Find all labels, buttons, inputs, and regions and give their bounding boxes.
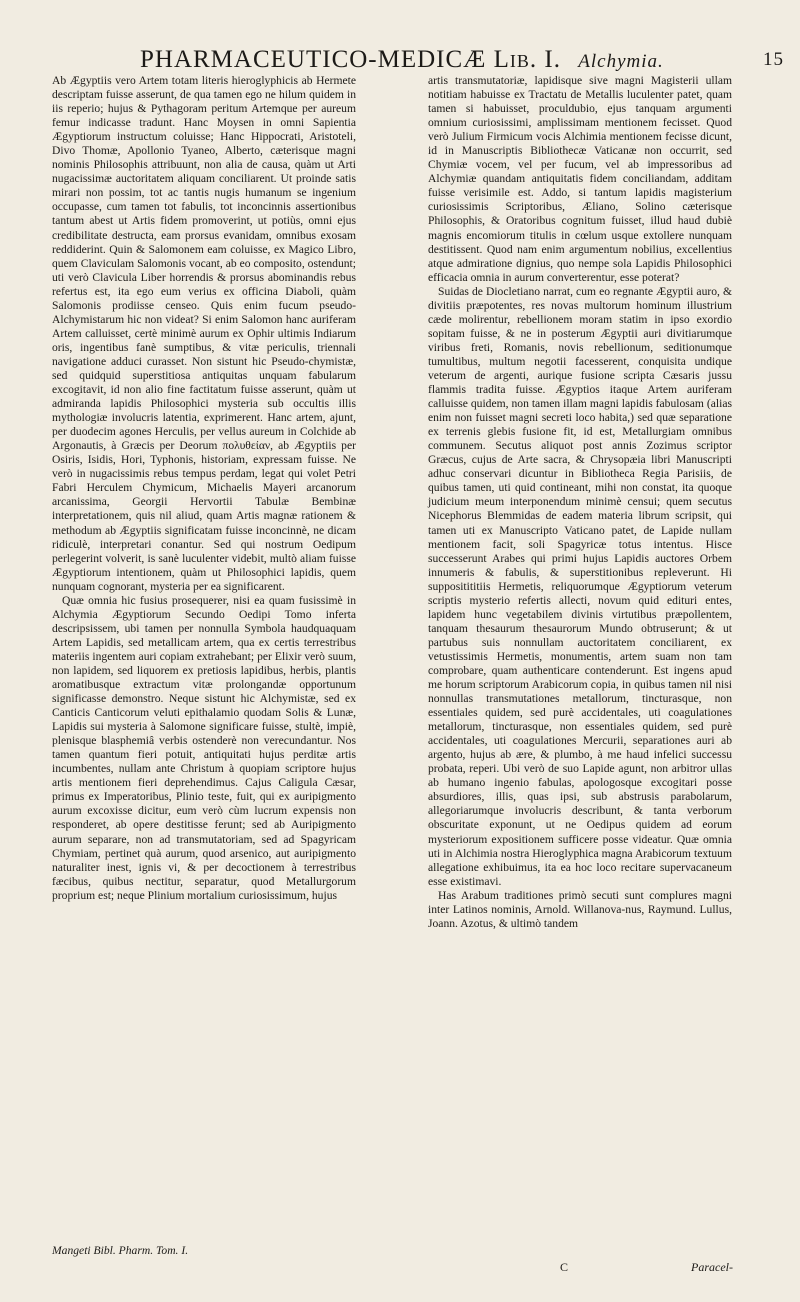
paragraph: Has Arabum traditiones primò secuti sunt complures magni inter Latinos nominis, Arnold. Willanova-nus, Raymund. Lullus, Joann. Azotus, & ultimò tandem	[428, 888, 732, 930]
page-number: 15	[763, 49, 784, 70]
paragraph: Suidas de Diocletiano narrat, cum eo regnante Ægyptii auro, & divitiis præpotentes, res novas multorum hominum illustrium cæde molirentur, rebellionem moram statim in ipso exordio sopitam fuisse, & ne in posterum Ægyptii auri divitiarumque viribus freti, Romanis, novis rebellionum, seditionumque tumultibus, multum negotii facesserent, conquisita undique veterum de argenti, aurique fusione scripta Cæsaris jussu flammis tradita fuisse. Ægyptios itaque Artem auriferam calluisse quidem, non tamen illam magni lapidis fabulosam (alias enim non fuisset magni secreti loco habita,) sed quæ separatione ex terrenis glebis fusione fit, id est, Metallurgiam omnibus communem. Secutus aliquot post annis Zozimus scriptor Græcus, cujus de Arte sacra, & Chrysopæia libri Manuscripti adhuc conservari dicuntur in Bibliotheca Regia Parisiis, de quibus tamen, uti quid contineant, mihi non constat, ita quoque judicium meum interponendum minimè censui; quem secutus Nicephorus Blemmidas de eadem materia librum scripsit, qui tamen uti ex Manuscripto Vaticano patet, de Lapide nullam mentionem facit, soli Spagyricæ totus intentus. Hisce successerunt Arabes qui primi hujus Lapidis auctores Orbem innumeris & fabulis, & superstitionibus repleverunt. Hi suppositititiis Hermetis, reliquorumque Ægyptiorum veterum scriptis mysterio refertis allecti, novum quid edituri entes, lapidem hunc vegetabilem divinis virtutibus præpollentem, tanquam thesaurum thesaurorum Mundo obtruserunt; & ut partubus suis nonnullam auctoritatem conciliarent, ex vetustissimis Hermetis, monumentis, artem suam non tam comprobare, quam authenticare contenderunt. Est ingens apud me horum scriptorum Arabicorum copia, in quibus tamen nil nisi nonnullas transmutationes metallorum, tincturasque, non essentiales quidem, sed purè accidentales, uti coagulationes metallorum, tincturasque, non essentiales quidem, sed purè accidentales, uti coagulationes Mercurii, separationes auri ab argento, hujus ab ære, & plumbo, à me haud infelici successu probata, reperi. Ubi verò de suo Lapide agunt, non arbitror ullas ab humano ingenio fabulas, apologosque excogitari posse absurdiores, illis, quas ipsi, sub abstrusis parabolarum, allegoriarumque involucris describunt, & tanta verborum obscuritate exponunt, ut ne Oedipus quidem ad eorum mysteriorum expositionem sufficere posse videatur. Quæ omnia uti in Alchimia nostra Hieroglyphica magna Arabicorum textuum allegatione exhibuimus, ita ea hoc loco recitare supervacaneum esse existimavi.	[428, 284, 732, 888]
signature-line	[52, 1244, 356, 1258]
running-header	[140, 46, 784, 76]
book-signature: Mangeti Bibl. Pharm. Tom. I.	[52, 1244, 189, 1257]
paragraph: Quæ omnia hic fusius prosequerer, nisi ea quam fusissimè in Alchymia Ægyptiorum Secundo Oedipi Tomo inferta descripsissem, ubi tamen per nonnulla Symbola haudquaquam Artem Lapidis, sed metallicam artem, qua ex certis terrestribus materiis ingentem auri copiam extrahebant; per Elixir verò suum, non lapidem, sed liquorem ex pretiosis lapidibus, herbis, plantis aromatibusque extractum vitæ prolongandæ opportunum significasse demonstro. Neque sistunt hic Alchymistæ, sed ex Canticis Canticorum veluti epithalamio quodam Solis & Lunæ, Lapidis sui mysteria à Salomone significare fuisse, stultè, impiè, plenisque blasphemiâ verbis ostenderè non verecundantur. Nos tamen quantum fieri potuit, antiquitati hujus perditæ artis incumbentes, nullam ante Christum à quopiam scriptore hujus artis mentionem fieri deprehendimus. Cajus Caligula Cæsar, primus ex Imperatoribus, Plinio teste, fuit, qui ex auripigmento aurum excoxisse dicitur, eum verò cùm lucrum expensis non responderet, ab opere destitisse ferunt; sed ab Auripigmento aurum separare, non ad transmutatoriam, sed ad Spagyricam Chymiam, pertinet quà aurum, quod arsenico, aut auripigmento naturaliter inest, ignis vi, & per decoctionem à terrestribus fæcibus, quibus nectitur, separatur, quod Metallurgorum proprium est; neque Plinium mortalium curiosissimum, hujus	[52, 593, 356, 902]
signature-mark: C	[560, 1260, 569, 1274]
section-title: Alchymia.	[578, 51, 664, 72]
catchword-line	[560, 1260, 733, 1275]
paragraph: artis transmutatoriæ, lapidisque sive magni Magisterii ullam notitiam habuisse ex Tractatu de Metallis luculenter patet, quam tamen si habuisset, proculdubio, ejus tanquam argumenti omnium curiosissimi, amplissimam mentionem fecisset. Quod verò Julium Firmicum vocis Alchimia mentionem fecisse dicunt, id in Manuscriptis Bibliothecæ Vaticanæ non occurrit, sed Chymiæ vocem, vel per fucum, vel ab impressoribus ad Alchymiæ quandam antiquitatis fidem conciliandam, additam fuisse verisimile est. Addo, si tantum lapidis magisterium curiosissimis Scriptoribus, Æliano, Solino cæterisque Philosophis, & Oratoribus cognitum fuisset, illud haud dubiè magnis encomiorum titulis in cœlum usque extollere nunquam destitissent. Quod nam enim argumentum nobilius, excellentius atque admiratione dignius, quo nempe sola Lapidis Philosophici efficacia omnia in aurum converterentur, esse poterat?	[428, 74, 732, 284]
right-column	[428, 74, 732, 931]
running-title: PHARMACEUTICO-MEDICÆ Lib. I.	[140, 46, 561, 73]
left-column	[52, 74, 356, 903]
paragraph: Ab Ægyptiis vero Artem totam literis hieroglyphicis ab Hermete descriptam fuisse asserunt, de qua tamen ego ne hilum quidem in iis reperio; hujus & Pythagoram peritum Artemque per aureum femur indicasse tradunt. Hanc Moysen in omni Sapientia Ægyptiorum instructum coluisse; Hanc Hippocrati, Aristoteli, Divo Thomæ, Apollonio Tyaneo, Alberto, cæterisque magni nominis Philosophis attribuunt, non alia de causa, quàm ut Arti nugacissimæ auctoritatem aliquam conciliarent. Ut proinde satis mirari non possim, tot ac tantis nugis humanum se ingenium occupasse, cum tamen tot fabulis, tot inconcinnis assertionibus tantum abest ut Artis fidem promoverint, ut potiùs, omni ejus credibilitate destructa, eam prorsus evanidam, omnibus exosam reddiderint. Quin & Salomonem eam coluisse, ex Magico Libro, quem Claviculam Salomonis vocant, ab eo composito, ostendunt; uti verò Clavicula Liber horrendis & prorsus abominandis rebus refertus est, ita ego eum verius ex officina Diaboli, quàm Salomonis prodiisse censeo. Quis enim fucum pseudo-Alchymistarum hic non videat? Si enim Salomon hanc auriferam Artem calluisset, certè minimè aurum ex Ophir ultimis Indiarum oris, ingentibus fanè sumptibus, & vitæ periculis, triennali navigatione adduci curasset. Non sistunt hic Pseudo-chymistæ, sed quidquid superstitiosa antiquitas unquam fabularum excogitavit, id non alio fine factitatum fuisse asserunt, quàm ut admiranda lapidis Philosophici mysteria sub occultis illis mythologiæ involucris latentia, exprimerent. Hanc artem, ajunt, per duodecim agones Herculis, per vellus aureum in Colchide ab Argonautis, à Græcis per Deorum πολυθείαν, ab Ægyptiis per Osiris, Isidis, Hori, Typhonis, historiam, expressam fuisse. Ne verò in nugacissimis rebus tempus perdam, legat qui volet Petri Fabri Herculem Chymicum, Michaelis Mayeri arcanorum arcanissima, Georgii Hervortii Tabulæ Bembinæ interpretationem, quis nil aliud, quam Artis magnæ rationem & methodum ab Ægyptiis significatam fuisse inconcinnè, ne dicam ridiculè, interpretari conantur. Sed qui nostrum Oedipum perlegerint volverit, is sanè luculenter videbit, multò aliam fuisse Ægyptiorum intentionem, quàm ut Philosophici lapidis, quem nunquam cognorant, mysteria per ea significarent.	[52, 74, 356, 593]
catchword: Paracel-	[691, 1260, 733, 1274]
